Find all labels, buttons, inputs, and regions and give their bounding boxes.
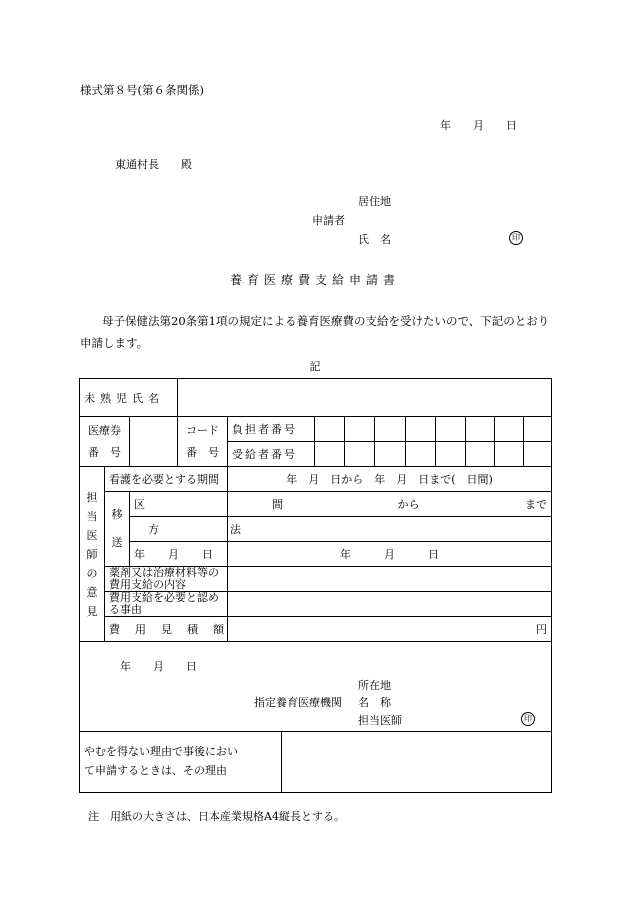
payer-no-label	[228, 417, 315, 442]
code-no-label	[178, 417, 228, 467]
payer-digit[interactable]	[524, 417, 552, 442]
body-text-content: 母子保健法第20条第1項の規定による養育医療費の支給を受けたいので、下記のとおり申請します。	[80, 314, 550, 350]
section-from: から	[397, 498, 420, 511]
addressee: 東通村長 殿	[115, 158, 192, 171]
section-label-text: 区 間	[134, 498, 341, 511]
doctor-seal-mark: 印	[521, 712, 535, 726]
care-period-label: 看護を必要とする期間	[105, 467, 228, 492]
medicine-content-label: 薬剤又は治療材料等の費用支給の内容	[105, 567, 228, 592]
estimate-field[interactable]: 円	[228, 617, 552, 642]
method-label-text: 方 法	[148, 523, 271, 536]
recipient-digit[interactable]	[406, 442, 436, 467]
institution-date	[120, 658, 197, 674]
institution-name-label: 名 称	[358, 696, 391, 709]
inst-date-year: 年	[120, 660, 131, 673]
recipient-digit[interactable]	[315, 442, 345, 467]
payer-digit[interactable]	[406, 417, 436, 442]
doctor-opinion-text: 担当医師の意見	[86, 490, 98, 618]
ki-mark: 記	[309, 360, 321, 373]
transfer-date-field[interactable]: 年 月 日	[228, 542, 552, 567]
application-date	[440, 117, 517, 133]
doctor-opinion-label	[80, 467, 105, 642]
date-year: 年	[440, 119, 451, 132]
paper-size-note: 注 用紙の大きさは、日本産業規格A4縦長とする。	[88, 810, 345, 823]
application-table	[79, 378, 552, 793]
estimate-label	[105, 617, 239, 642]
institution-address-label: 所在地	[358, 679, 391, 692]
form-number: 様式第８号(第６条関係)	[80, 83, 204, 97]
recipient-digit[interactable]	[436, 442, 466, 467]
attending-doctor-label: 担当医師	[358, 714, 402, 727]
recipient-digit[interactable]	[524, 442, 552, 467]
designated-institution-label: 指定養育医療機関	[254, 696, 342, 709]
payer-digit[interactable]	[436, 417, 466, 442]
address-label: 居住地	[358, 195, 391, 208]
body-text	[80, 310, 555, 354]
date-month: 月	[473, 119, 484, 132]
recipient-no-label	[228, 442, 315, 467]
section-label	[130, 492, 341, 517]
method-label	[130, 517, 271, 542]
medicine-content-field[interactable]	[228, 567, 552, 592]
date-day: 日	[506, 119, 517, 132]
late-reason-field[interactable]	[282, 732, 552, 793]
payer-digit[interactable]	[345, 417, 375, 442]
institution-section	[80, 642, 552, 732]
infant-name-field[interactable]	[178, 379, 552, 417]
section-to: まで	[525, 498, 548, 511]
code-no-line2: 番 号	[186, 445, 220, 459]
infant-name-text: 未熟児氏名	[84, 391, 164, 405]
code-no-line1: コード	[186, 423, 220, 437]
ticket-no-line2: 番 号	[88, 445, 121, 459]
section-field[interactable]	[228, 492, 552, 517]
ticket-no-line1: 医療券	[88, 423, 121, 437]
transfer-date-label-text: 年 月 日	[134, 548, 219, 561]
inst-date-month: 月	[153, 660, 164, 673]
payer-no-text: 負担者番号	[232, 423, 298, 436]
payer-digit[interactable]	[315, 417, 345, 442]
payment-reason-label: 費用支給を必要と認める事由	[105, 592, 228, 617]
recipient-digit[interactable]	[495, 442, 524, 467]
recipient-digit[interactable]	[466, 442, 495, 467]
method-field[interactable]	[228, 517, 552, 542]
ticket-no-label	[80, 417, 130, 467]
recipient-digit[interactable]	[345, 442, 375, 467]
name-label: 氏 名	[358, 233, 391, 246]
applicant-label: 申請者	[312, 214, 345, 227]
late-reason-label: やむを得ない理由で事後において申請するときは、その理由	[84, 745, 238, 777]
transfer-text: 移送	[111, 508, 123, 549]
payment-reason-field[interactable]	[228, 592, 552, 617]
recipient-no-text: 受給者番号	[232, 448, 298, 461]
inst-date-day: 日	[186, 660, 197, 673]
transfer-date-label	[130, 542, 228, 567]
payer-digit[interactable]	[375, 417, 406, 442]
payer-digit[interactable]	[466, 417, 495, 442]
estimate-label-text: 費用見積額	[109, 623, 239, 636]
recipient-digit[interactable]	[375, 442, 406, 467]
document-title: 養育医療費支給申請書	[229, 273, 400, 287]
ticket-no-field[interactable]	[130, 417, 178, 467]
care-period-field[interactable]: 年 月 日から 年 月 日まで( 日間)	[228, 467, 552, 492]
payer-digit[interactable]	[495, 417, 524, 442]
transfer-label	[105, 492, 130, 567]
infant-name-label	[80, 379, 178, 417]
seal-mark: 印	[509, 231, 523, 245]
